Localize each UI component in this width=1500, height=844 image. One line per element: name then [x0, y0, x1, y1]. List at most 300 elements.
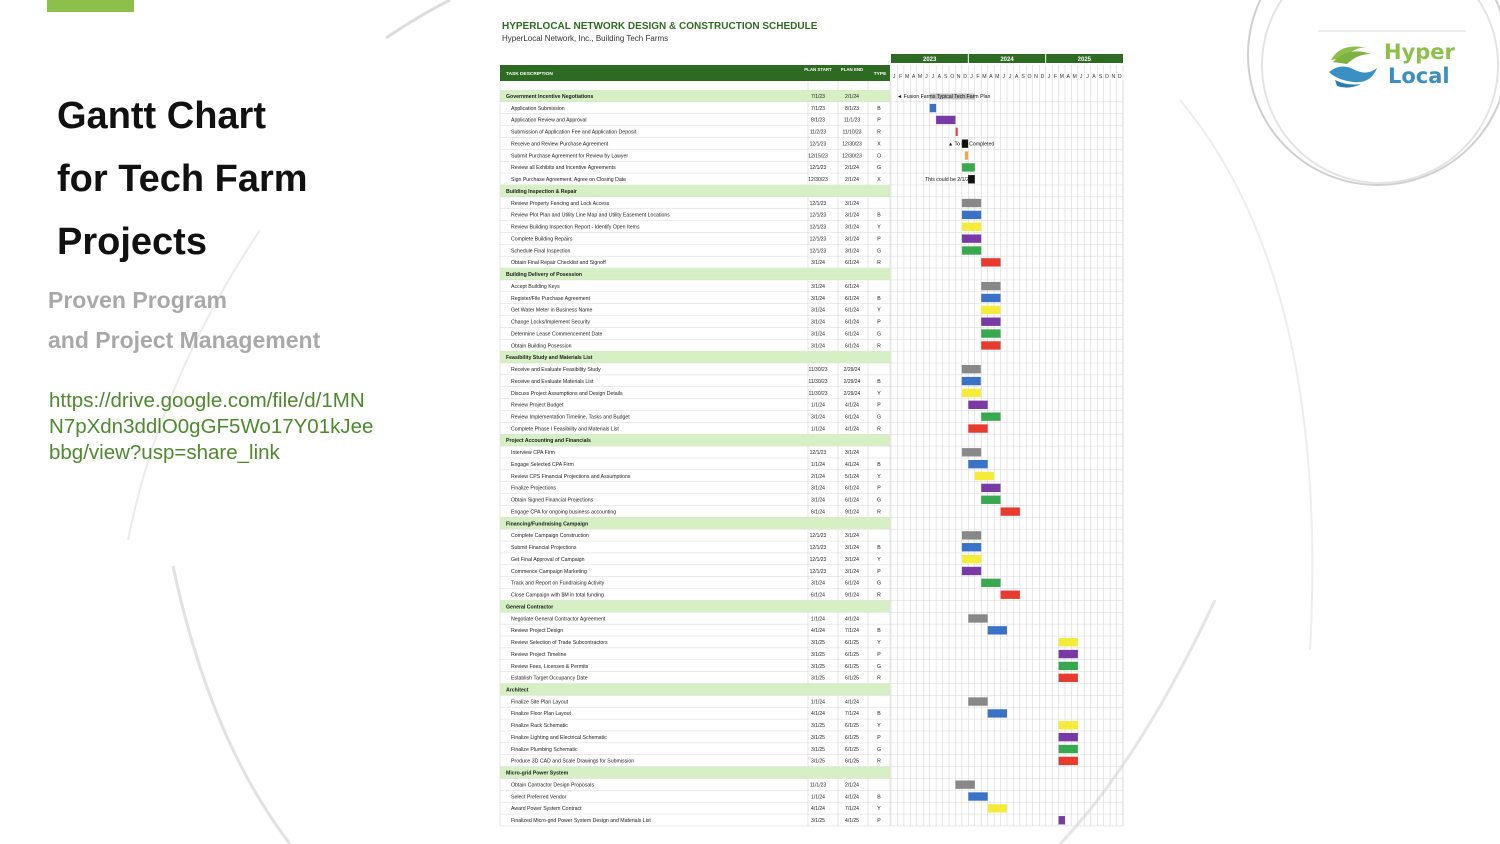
gantt-bar — [955, 780, 974, 788]
plan-end-cell: 12/30/23 — [842, 153, 862, 160]
task-label: Review Property Fencing and Lock Access — [511, 200, 610, 207]
plan-start-cell: 12/1/23 — [809, 568, 827, 575]
plan-start-cell: 12/1/23 — [809, 545, 827, 552]
gantt-bar — [981, 306, 1000, 314]
type-cell: B — [877, 711, 881, 718]
gantt-bar — [981, 412, 1000, 420]
slide-title-line: Projects — [57, 221, 207, 263]
plan-end-cell: 6/1/24 — [845, 331, 859, 338]
plan-start-cell: 2/1/24 — [811, 473, 825, 480]
plan-start-cell: 12/1/23 — [809, 224, 827, 231]
plan-start-cell: 11/1/23 — [809, 782, 827, 789]
task-label: Review Implementation Timeline, Tasks and Budget — [511, 414, 630, 421]
type-cell: P — [877, 117, 881, 124]
plan-start-cell: 3/1/25 — [811, 746, 825, 753]
plan-start-cell: 12/1/23 — [809, 212, 827, 219]
task-label: Review Building Inspection Report - Identify Open Items — [511, 224, 640, 231]
decorative-arc — [1180, 100, 1312, 650]
month-label: D — [963, 74, 967, 80]
plan-start-cell: 6/1/24 — [811, 592, 825, 599]
task-label: Commence Campaign Marketing — [511, 568, 587, 575]
plan-start-cell: 12/1/23 — [809, 450, 827, 457]
plan-end-cell: 2/1/24 — [845, 165, 859, 172]
task-label: Complete Building Repairs — [511, 236, 573, 243]
task-label: Engage CPA for ongoing business accounting — [511, 509, 617, 516]
task-label: Application Review and Approval — [511, 117, 587, 124]
type-cell: P — [877, 236, 881, 243]
plan-end-cell: 6/1/24 — [845, 295, 859, 302]
plan-start-cell: 12/1/23 — [809, 141, 827, 148]
plan-end-cell: 6/1/24 — [845, 307, 859, 314]
plan-end-cell: 3/1/24 — [845, 545, 859, 552]
task-label: Accept Building Keys — [511, 283, 560, 290]
type-cell: R — [877, 758, 881, 765]
month-label: M — [917, 74, 923, 80]
gantt-bar — [930, 104, 936, 112]
task-label: Obtain Final Repair Checklist and Signoff — [511, 260, 606, 267]
task-label: Interview CPA Firm — [511, 450, 556, 457]
gantt-bar — [968, 424, 987, 432]
task-label: Review Selection of Trade Subcontractors — [511, 640, 608, 647]
plan-end-cell: 11/1/23 — [843, 117, 861, 124]
task-label: Finalize Floor Plan Layout — [511, 711, 571, 718]
section-label: Financing/Fundraising Campaign — [506, 521, 589, 528]
plan-end-cell: 4/1/24 — [845, 699, 859, 706]
plan-end-cell: 2/1/24 — [845, 177, 859, 184]
plan-start-cell: 3/1/24 — [811, 485, 825, 492]
gantt-table — [498, 14, 1125, 830]
plan-start-cell: 1/1/24 — [811, 794, 825, 801]
plan-end-cell: 3/1/24 — [845, 200, 859, 207]
gantt-bar — [962, 163, 975, 171]
month-label: M — [982, 74, 987, 80]
gantt-bar — [1059, 662, 1078, 670]
plan-start-cell: 3/1/24 — [811, 260, 825, 267]
task-label: Register/File Purchase Agreement — [511, 295, 591, 302]
month-label: D — [1117, 74, 1122, 80]
gantt-bar — [1001, 507, 1020, 515]
gantt-annotation: ◄ Fusion Farms Typical Tech Farm Plan — [897, 94, 991, 100]
task-label: Obtain Building Posession — [511, 343, 572, 350]
type-cell: P — [877, 818, 881, 825]
task-label: Get Water Meter in Business Name — [511, 307, 593, 314]
plan-end-cell: 9/1/24 — [845, 592, 859, 599]
plan-end-cell: 8/1/23 — [845, 105, 859, 112]
task-label: Complete Campaign Construction — [511, 533, 589, 540]
type-cell: B — [877, 105, 881, 112]
task-label: Review all Exhibits and Incentive Agreements — [511, 165, 616, 172]
month-label: J — [1002, 74, 1006, 80]
header-type: TYPE — [873, 72, 887, 77]
gantt-bar — [968, 460, 987, 468]
task-label: Receive and Evaluate Feasibility Study — [511, 367, 601, 374]
type-cell: R — [877, 260, 881, 267]
gantt-bar — [1059, 674, 1078, 682]
task-label: Review Project Timeline — [511, 651, 567, 658]
accent-bar — [47, 0, 134, 12]
task-label: Finalize Rack Schematic — [511, 723, 568, 730]
gantt-bar — [968, 401, 987, 409]
task-label: Sign Purchase Agreement, Agree on Closing Date — [511, 177, 627, 184]
plan-end-cell: 6/1/24 — [845, 485, 859, 492]
plan-end-cell: 6/1/24 — [845, 497, 859, 504]
task-label: Review Fees, Licenses & Permits — [511, 663, 589, 670]
type-cell: B — [877, 461, 881, 468]
plan-start-cell: 3/1/25 — [811, 675, 825, 682]
plan-end-cell: 6/1/25 — [845, 675, 859, 682]
plan-end-cell: 4/1/24 — [845, 461, 859, 468]
year-label: 2024 — [1000, 57, 1014, 63]
type-cell: G — [876, 746, 882, 753]
task-label: Finalize Projections — [511, 485, 556, 492]
plan-start-cell: 3/1/24 — [811, 283, 825, 290]
gantt-bar — [981, 579, 1000, 587]
task-label: Review Project Budget — [511, 402, 564, 409]
plan-end-cell: 11/10/23 — [842, 129, 862, 136]
logo-wordmark — [1384, 40, 1455, 88]
header-plan-start: PLAN START — [804, 67, 832, 72]
plan-end-cell: 9/1/24 — [845, 509, 859, 516]
task-label: Receive and Review Purchase Agreement — [511, 141, 609, 148]
type-cell: X — [877, 141, 881, 148]
plan-start-cell: 11/2/23 — [809, 129, 827, 136]
plan-end-cell: 3/1/24 — [845, 568, 859, 575]
subtitle-line: and Project Management — [48, 327, 321, 353]
month-label: F — [1053, 74, 1057, 80]
plan-start-cell: 1/1/24 — [811, 426, 825, 433]
task-label: Produce 3D CAD and Scale Drawings for Submission — [511, 758, 635, 765]
plan-start-cell: 11/30/23 — [808, 390, 828, 397]
plan-end-cell: 6/1/25 — [845, 746, 859, 753]
type-cell: G — [876, 331, 882, 338]
plan-start-cell: 4/1/24 — [811, 806, 825, 813]
section-label: General Contractor — [506, 604, 554, 611]
plan-end-cell: 6/1/25 — [845, 734, 859, 741]
month-label: M — [995, 74, 1000, 80]
type-cell: B — [877, 628, 881, 635]
section-label: Government Incentive Negotiations — [506, 94, 594, 100]
type-cell: B — [877, 545, 881, 552]
header-plan-end: PLAN END — [840, 67, 864, 72]
type-cell: Y — [877, 640, 881, 647]
plan-end-cell: 6/1/24 — [845, 283, 859, 290]
gantt-bar — [962, 389, 981, 397]
gantt-bar — [981, 294, 1000, 302]
gantt-bar — [962, 223, 981, 231]
month-label: J — [1047, 74, 1051, 80]
year-label: 2023 — [922, 57, 937, 63]
plan-start-cell: 12/1/23 — [809, 236, 827, 243]
year-label: 2025 — [1077, 57, 1092, 63]
task-label: Close Campaign with $M in total funding — [511, 592, 604, 599]
task-label: Complete Phase I Feasibility and Materials List — [511, 426, 619, 433]
subtitle-line: Proven Program — [48, 287, 227, 313]
gantt-subtitle: HyperLocal Network, Inc., Building Tech Farms — [502, 34, 669, 43]
plan-end-cell: 7/1/24 — [845, 711, 859, 718]
plan-end-cell: 4/1/24 — [845, 426, 859, 433]
gantt-bar — [988, 709, 1007, 717]
task-label: Finalize Lighting and Electrical Schematic — [511, 734, 607, 741]
gantt-bar — [962, 199, 981, 207]
logo-line: Hyper — [1384, 40, 1455, 64]
gantt-bar — [975, 472, 994, 480]
gantt-bar — [965, 151, 968, 159]
section-label: Building Delivery of Posession — [506, 272, 583, 279]
plan-end-cell: 3/1/24 — [845, 556, 859, 563]
plan-end-cell: 5/1/24 — [845, 473, 859, 480]
task-label: Negotiate General Contractor Agreement — [511, 616, 606, 623]
month-label: S — [1098, 74, 1103, 80]
plan-start-cell: 8/1/23 — [811, 117, 825, 124]
gantt-bar — [962, 531, 981, 539]
type-cell: Y — [877, 473, 881, 480]
month-label: J — [1086, 74, 1089, 80]
type-cell: R — [877, 129, 881, 136]
type-cell: G — [876, 497, 882, 504]
type-cell: G — [876, 580, 882, 587]
gantt-bar — [981, 341, 1000, 349]
gantt-bar — [968, 614, 987, 622]
plan-start-cell: 1/1/24 — [811, 616, 825, 623]
gantt-bar — [981, 484, 1000, 492]
month-label: J — [970, 74, 973, 80]
month-label: J — [1079, 74, 1083, 80]
type-cell: Y — [877, 556, 881, 563]
type-cell: Y — [877, 307, 881, 314]
type-cell: R — [877, 675, 881, 682]
plan-start-cell: 3/1/25 — [811, 640, 825, 647]
gantt-bar — [962, 377, 981, 385]
type-cell: G — [876, 663, 882, 670]
type-cell: P — [877, 319, 881, 326]
gantt-bar — [1001, 591, 1020, 599]
plan-end-cell: 6/1/25 — [845, 758, 859, 765]
plan-end-cell: 4/1/25 — [845, 818, 859, 825]
month-label: O — [1027, 74, 1032, 80]
gantt-bar — [968, 792, 987, 800]
plan-end-cell: 4/1/24 — [845, 402, 859, 409]
month-label: J — [892, 74, 896, 80]
task-label: Obtain Contractor Design Proposals — [511, 782, 595, 789]
task-label: Engage Selected CPA Firm — [511, 461, 574, 468]
plan-end-cell: 3/1/24 — [845, 533, 859, 540]
task-label: Review CPS Financial Projections and Assumptions — [511, 473, 631, 480]
plan-end-cell: 3/1/24 — [845, 212, 859, 219]
month-label: M — [904, 74, 910, 80]
gantt-bar — [1059, 816, 1065, 824]
plan-start-cell: 3/1/24 — [811, 307, 825, 314]
plan-start-cell: 4/1/24 — [811, 711, 825, 718]
logo-line: Local — [1388, 64, 1450, 88]
decorative-arc — [128, 230, 260, 540]
plan-start-cell: 12/1/23 — [809, 556, 827, 563]
plan-end-cell: 2/1/24 — [845, 94, 859, 100]
gantt-bar — [962, 246, 981, 254]
month-label: A — [937, 74, 942, 80]
plan-end-cell: 2/29/24 — [843, 378, 861, 385]
gantt-bar — [988, 626, 1007, 634]
task-label: Submit Purchase Agreement for Review by Lawyer — [511, 153, 629, 160]
gantt-bar — [981, 258, 1000, 266]
month-label: D — [1040, 74, 1045, 80]
plan-start-cell: 12/1/23 — [809, 165, 827, 172]
gantt-bar — [962, 365, 981, 373]
plan-end-cell: 6/1/24 — [845, 319, 859, 326]
plan-start-cell: 12/30/23 — [808, 177, 828, 184]
gantt-bar — [1059, 650, 1078, 658]
gantt-annotation: ▲ To Be Completed — [948, 141, 995, 148]
plan-start-cell: 3/1/25 — [811, 818, 825, 825]
section-label: Building Inspection & Repair — [506, 188, 577, 195]
gantt-bar — [988, 804, 1007, 812]
plan-end-cell: 2/29/24 — [843, 390, 861, 397]
hyperlocal-logo — [1322, 40, 1462, 92]
month-label: S — [1021, 74, 1025, 80]
plan-start-cell: 12/1/23 — [809, 248, 827, 255]
month-label: O — [1104, 74, 1109, 80]
type-cell: O — [876, 153, 882, 160]
header-task-description: TASK DESCRIPTION — [506, 72, 553, 77]
gantt-title: HYPERLOCAL NETWORK DESIGN & CONSTRUCTION SCHEDULE — [502, 21, 818, 32]
plan-end-cell: 2/1/24 — [845, 782, 859, 789]
section-row-bg — [500, 600, 890, 612]
gantt-bar — [1059, 757, 1078, 765]
task-label: Review Project Design — [511, 628, 564, 635]
task-label: Establish Target Occupancy Date — [511, 675, 588, 682]
month-label: J — [925, 74, 928, 80]
type-cell: X — [877, 177, 881, 184]
section-label: Feasibility Study and Materials List — [506, 355, 593, 362]
gantt-chart-image — [498, 14, 1125, 830]
plan-end-cell: 7/1/24 — [845, 628, 859, 635]
gantt-bar — [962, 543, 981, 551]
month-label: N — [1111, 74, 1116, 80]
plan-start-cell: 12/1/23 — [809, 200, 827, 207]
plan-start-cell: 11/30/23 — [808, 378, 828, 385]
task-label: Schedule Final Inspection — [511, 248, 571, 255]
plan-start-cell: 3/1/25 — [811, 723, 825, 730]
type-cell: P — [877, 402, 881, 409]
slide-subtitle — [48, 280, 320, 360]
plan-start-cell: 3/1/24 — [811, 331, 825, 338]
plan-start-cell: 3/1/25 — [811, 734, 825, 741]
type-cell: G — [876, 165, 882, 172]
month-label: F — [976, 74, 980, 80]
plan-end-cell: 6/1/24 — [845, 343, 859, 350]
section-row-bg — [500, 684, 890, 696]
plan-start-cell: 3/1/25 — [811, 758, 825, 765]
task-label: Obtain Signed Financial Projections — [511, 497, 594, 504]
month-label: N — [1034, 74, 1038, 80]
plan-start-cell: 7/1/23 — [811, 94, 825, 100]
type-cell: R — [877, 426, 881, 433]
gantt-bar — [962, 555, 981, 563]
plan-start-cell: 12/15/23 — [808, 153, 828, 160]
type-cell: Y — [877, 723, 881, 730]
plan-end-cell: 3/1/24 — [845, 224, 859, 231]
plan-end-cell: 6/1/24 — [845, 414, 859, 421]
plan-end-cell: 4/1/24 — [845, 616, 859, 623]
plan-start-cell: 3/1/24 — [811, 497, 825, 504]
type-cell: R — [877, 592, 881, 599]
slide-title-line: Gantt Chart — [57, 95, 266, 137]
month-label: A — [1092, 74, 1096, 80]
gantt-bar — [968, 697, 987, 705]
month-label: A — [989, 74, 993, 80]
month-label: M — [1059, 74, 1064, 80]
month-label: A — [1014, 74, 1019, 80]
task-label: Track and Report on Fundraising Activity — [511, 580, 605, 587]
type-cell: P — [877, 651, 881, 658]
month-label: J — [1008, 74, 1012, 80]
slide-title-line: for Tech Farm — [57, 158, 308, 200]
type-cell: B — [877, 794, 881, 801]
gantt-bar — [1059, 733, 1078, 741]
plan-end-cell: 3/1/24 — [845, 450, 859, 457]
type-cell: P — [877, 485, 881, 492]
task-label: Change Locks/Implement Security — [511, 319, 591, 326]
task-label: Get Final Approval of Campaign — [511, 556, 585, 563]
type-cell: P — [877, 568, 881, 575]
plan-end-cell: 12/30/23 — [842, 141, 862, 148]
plan-end-cell: 6/1/25 — [845, 651, 859, 658]
month-label: A — [911, 74, 916, 80]
plan-end-cell: 6/1/25 — [845, 663, 859, 670]
task-label: Finalize Site Plan Layout — [511, 699, 569, 706]
task-label: Submission of Application Fee and Application Deposit — [511, 129, 637, 136]
gantt-bar — [981, 496, 1000, 504]
plan-start-cell: 3/1/25 — [811, 663, 825, 670]
type-cell: B — [877, 378, 881, 385]
gantt-bar — [981, 282, 1000, 290]
task-label: Discuss Project Assumptions and Design Details — [511, 390, 623, 397]
plan-start-cell: 3/1/24 — [811, 295, 825, 302]
gantt-bar — [1059, 745, 1078, 753]
gantt-bar — [962, 567, 981, 575]
gantt-bar — [981, 329, 1000, 337]
plan-end-cell: 7/1/24 — [845, 806, 859, 813]
plan-end-cell: 6/1/24 — [845, 260, 859, 267]
gantt-bar — [1059, 638, 1078, 646]
task-label: Receive and Evaluate Materials List — [511, 378, 594, 385]
task-label: Review Plot Plan and Utility Line Map and Utility Easement Locations — [511, 212, 670, 219]
type-cell: Y — [877, 806, 881, 813]
type-cell: G — [876, 248, 882, 255]
type-cell: B — [877, 295, 881, 302]
task-label: Award Power System Contract — [511, 806, 582, 813]
plan-start-cell: 3/1/24 — [811, 580, 825, 587]
gantt-bar — [981, 318, 1000, 326]
month-label: J — [931, 74, 935, 80]
decorative-arc — [386, 0, 450, 38]
plan-end-cell: 2/29/24 — [843, 367, 861, 374]
task-label: Finalized Micro-grid Power System Design and Materials List — [511, 818, 651, 825]
task-label: Select Preferred Vendor — [511, 794, 567, 801]
type-cell: R — [877, 509, 881, 516]
month-label: M — [1072, 74, 1077, 80]
plan-end-cell: 3/1/24 — [845, 236, 859, 243]
plan-start-cell: 12/1/23 — [809, 533, 827, 540]
gantt-bar — [962, 234, 981, 242]
plan-end-cell: 3/1/24 — [845, 248, 859, 255]
drive-link[interactable]: https://drive.google.com/file/d/1MNN7pXdn3ddlO0gGF5Wo17Y01kJeebbg/view?usp=share_link — [49, 389, 374, 464]
leaf-wave-logo-icon — [1327, 40, 1379, 92]
plan-start-cell: 3/1/24 — [811, 319, 825, 326]
plan-start-cell: 6/1/24 — [811, 509, 825, 516]
type-cell: B — [877, 212, 881, 219]
gantt-annotation: This could be 2/1/24 — [925, 177, 972, 184]
plan-start-cell: 7/1/23 — [811, 105, 825, 112]
